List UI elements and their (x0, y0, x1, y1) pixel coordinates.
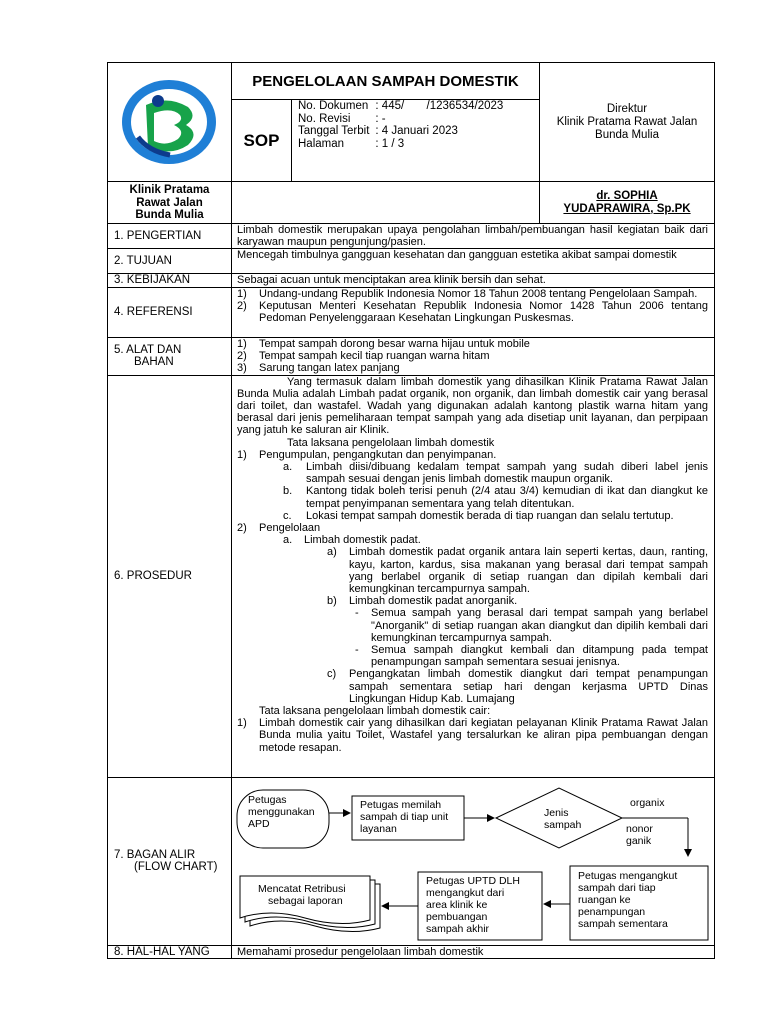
meta-label: Tanggal Terbit (298, 125, 370, 137)
meta-value: : 4 Januari 2023 (375, 125, 458, 137)
flow-label-organix: organix (630, 796, 665, 809)
flow-text-jenis: Jenis sampah (544, 806, 582, 831)
flow-text-pilih: Petugas memilah sampah di tiap unit layanan (360, 798, 449, 835)
list-item: 2) Tempat sampah kecil tiap ruangan warna hitam (237, 350, 490, 363)
prosedur-tata-cair: Tata laksana pengelolaan limbah domestik cair: (259, 705, 491, 717)
list-item: 2) Pengelolaan (237, 521, 321, 534)
list-item: 1) Undang-undang Republik Indonesia Nomor 18 Tahun 2008 tentang Pengelolaan Sampah. (237, 287, 698, 300)
clinic-logo (108, 67, 230, 177)
label-kebijakan: 3. KEBIJAKAN (108, 274, 232, 288)
list-item: - Semua sampah yang berasal dari tempat sampah yang berlabel "Anorganik" di setiap ruangan akan diangkut dan dipilih kembali dari kemungkinan tercampurnya sampah. (355, 607, 708, 644)
flowchart (232, 778, 713, 944)
director-title: Direktur (606, 102, 648, 115)
flowchart-cell (232, 777, 715, 945)
flow-text-uptd: Petugas UPTD DLH mengangkut dari area klinik ke pembuangan sampah akhir (426, 874, 520, 935)
label-referensi: 4. REFERENSI (108, 287, 232, 337)
list-item: - Semua sampah diangkut kembali dan ditampung pada tempat penampungan sampah sementara sesuai jenisnya. (355, 643, 708, 669)
list-item: a) Limbah domestik padat organik antara lain seperti kertas, daun, ranting, kayu, karton, kardus, sisa makanan yang berasal dari tempat sampah yang berlabel organik di setiap ruangan dan dipilah kembali dari kemungkinan tercampurnya sampah. (327, 546, 708, 595)
director-org: Klinik Pratama Rawat Jalan Bunda Mulia (556, 115, 698, 141)
list-item: a. Limbah diisi/dibuang kedalam tempat sampah yang sudah diberi label jenis sampah sesuai dengan jenis limbah domestik maupun organik. (283, 460, 708, 486)
logo-cell (108, 63, 232, 182)
list-item: c. Lokasi tempat sampah domestik berada di tiap ruangan dan selalu tertutup. (283, 509, 674, 522)
content-prosedur (232, 375, 715, 777)
meta-table (298, 100, 503, 150)
label-hal-hal: 8. HAL-HAL YANG (108, 945, 232, 959)
list-item: 1) Pengumpulan, pengangkutan dan penyimpanan. (237, 448, 497, 461)
label-prosedur: 6. PROSEDUR (108, 375, 232, 777)
content-alat-bahan (232, 337, 715, 375)
prosedur-intro: Yang termasuk dalam limbah domestik yang dihasilkan Klinik Pratama Rawat Jalan Bunda Mulia adalah Limbah padat organik, non organik, dan limbah domestik cair yang berasal dari toilet, dan wastafel. Wadah yang digunakan adalah kantong plastik warna hitam yang berasal dari jenis pemeliharaan tempat sampah yang ada disetiap unit layanan, dan perpipaan yang jatuh ke saluran air Klinik. (237, 375, 708, 437)
label-bagan-alir: 7. BAGAN ALIR (FLOW CHART) (108, 777, 232, 945)
list-item: 1) Limbah domestik cair yang dihasilkan dari kegiatan pelayanan Klinik Pratama Rawat Jalan Bunda mulia yaitu Toilet, Wastafel yang tersalurkan ke aliran pipa pembuangan dengan metode resapan. (237, 717, 708, 754)
sop-label: SOP (232, 100, 292, 182)
sop-table (107, 62, 715, 959)
list-item: 1) Tempat sampah dorong besar warna hijau untuk mobile (237, 337, 530, 350)
flow-text-catat: Mencatat Retribusi sebagai laporan (258, 882, 346, 907)
list-item: 2) Keputusan Menteri Kesehatan Republik Indonesia Nomor 1428 Tahun 2006 tentang Pedoman Penyelenggaraan Kesehatan Lingkungan Puskesmas. (237, 300, 708, 325)
director-cell (540, 63, 715, 182)
meta-value: : 445/ /1236534/2023 (375, 100, 504, 112)
content-kebijakan: Sebagai acuan untuk menciptakan area klinik bersih dan sehat. (232, 274, 715, 288)
list-item: b. Kantong tidak boleh terisi penuh (2/4 atau 3/4) kemudian di ikat dan diangkut ke tempat penyimpanan sementara yang telah ditentukan. (283, 485, 708, 510)
label-tujuan: 2. TUJUAN (108, 249, 232, 274)
document-title: PENGELOLAAN SAMPAH DOMESTIK (232, 63, 540, 100)
content-hal-hal: Memahami prosedur pengelolaan limbah domestik (232, 945, 715, 959)
clinic-name: Klinik Pratama Rawat Jalan Bunda Mulia (108, 182, 232, 224)
list-item: b) Limbah domestik padat anorganik. (327, 595, 518, 608)
meta-value: : - (375, 112, 386, 125)
prosedur-tata-padat: Tata laksana pengelolaan limbah domestik (287, 436, 495, 449)
list-item: c) Pengangkatan limbah domestik diangkut dari tempat penampungan sampah sementara setiap hari dengan kerjasma UPTD Dinas Lingkungan Hidup Kab. Lumajang (327, 668, 708, 705)
label-pengertian: 1. PENGERTIAN (108, 224, 232, 249)
label-alat-bahan: 5. ALAT DAN BAHAN (108, 337, 232, 375)
meta-label: No. Revisi (298, 112, 351, 125)
content-tujuan: Mencegah timbulnya gangguan kesehatan dan gangguan estetika akibat sampai domestik (232, 249, 715, 274)
list-item: 3) Sarung tangan latex panjang (237, 362, 400, 375)
flow-label-nonor: nonor ganik (626, 822, 653, 847)
meta-value: : 1 / 3 (375, 137, 405, 150)
sop-document (107, 62, 714, 959)
document-meta (292, 100, 540, 182)
signer-name: dr. SOPHIA YUDAPRAWIRA, Sp.PK (540, 182, 715, 224)
list-item: a. Limbah domestik padat. (283, 534, 421, 547)
content-pengertian: Limbah domestik merupakan upaya pengolahan limbah/pembuangan hasil kegiatan baik dari karyawan maupun pengunjung/pasien. (232, 224, 715, 249)
flow-text-apd: Petugas menggunakan APD (248, 793, 315, 830)
meta-label: No. Dokumen (298, 100, 369, 112)
content-referensi (232, 287, 715, 337)
meta-label: Halaman (298, 137, 345, 150)
flow-text-angkut: Petugas mengangkut sampah dari tiap ruangan ke penampungan sampah sementara (578, 869, 678, 930)
